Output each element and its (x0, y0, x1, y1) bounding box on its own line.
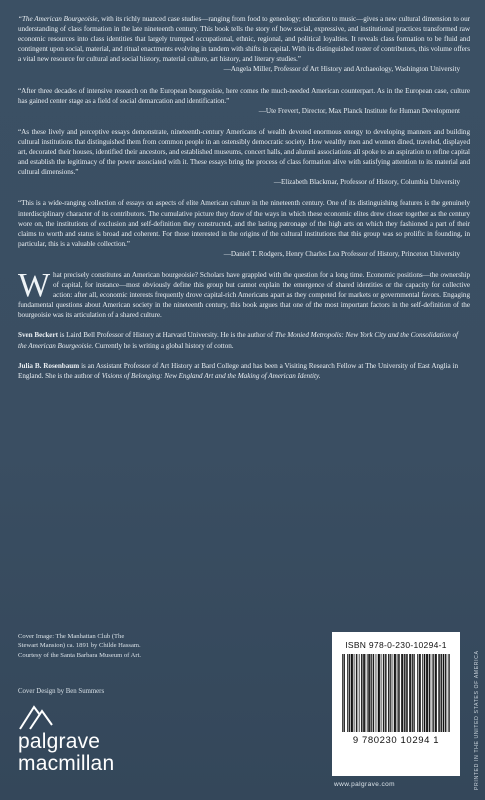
barcode-bar (419, 654, 420, 732)
barcode-bar (427, 654, 428, 732)
book-title: The Monied Metropolis: New York City and the Consolidation of the American Bourgeoisie. (18, 331, 459, 350)
barcode-bar (390, 654, 391, 732)
barcode-bar (365, 654, 366, 732)
barcode-bar (394, 654, 395, 732)
endorsement-attribution: —Ute Frevert, Director, Max Planck Institute for Human Development (258, 106, 460, 115)
barcode-bar (347, 654, 348, 732)
drop-cap: W (18, 266, 51, 304)
publisher-website: www.palgrave.com (334, 781, 395, 788)
barcode-bar (383, 654, 384, 732)
book-title: Visions of Belonging: New England Art and the Making of American Identity. (101, 371, 321, 380)
barcode-bar (344, 654, 345, 732)
barcode-bar (420, 654, 421, 732)
barcode-bar (369, 654, 370, 732)
endorsement-text: “The American Bourgeoisie, with its richly nuanced case studies—ranging from food to geneology; education to music—gives a new cultural dimension to our understanding of class formation in the late nineteenth century. This book tells the story of how social, expressive, and institutional practices transformed raw economic resources into class identities that largely trumped occupational, ethnic, regional, and political loyalties. It reveals class formation to be fluid and contingent upon social, material, and ritual enactments evolving in tandem with shifts in capital. With its distinguished roster of contributors, this volume offers a vital new resource for cultural and social history, material culture, art history, and literary studies.” (18, 15, 470, 64)
barcode-bars (342, 654, 450, 734)
barcode-bar (401, 654, 402, 732)
barcode-bar (417, 654, 418, 732)
barcode-bar (405, 654, 406, 732)
barcode-bar (429, 654, 430, 732)
barcode-bar (371, 654, 372, 732)
barcode-bar (373, 654, 374, 732)
barcode-bar (443, 654, 444, 732)
barcode-bar (411, 654, 412, 732)
barcode-bar (356, 654, 357, 732)
barcode-bar (426, 654, 427, 732)
barcode-bar (403, 654, 404, 732)
publisher-logo: palgrave macmillan (18, 730, 115, 775)
barcode-bar (448, 654, 449, 732)
barcode-bar (407, 654, 408, 732)
endorsement-attribution: —Elizabeth Blackmar, Professor of History, Columbia University (273, 178, 460, 187)
barcode-bar (384, 654, 385, 732)
barcode-bar (445, 654, 446, 732)
barcode-bar (385, 654, 386, 732)
editor-bio-2: Julia B. Rosenbaum is an Assistant Professor of Art History at Bard College and has been a Visiting Research Fellow at The University of East Anglia in England. She is the author of Visions of Belonging: New England Art and the Making of American Identity. (18, 361, 458, 380)
endorsement-text: “This is a wide-ranging collection of essays on aspects of elite American culture in the nineteenth century. One of its distinguishing features is the genuinely interdisciplinary character of its contributors. The cumulative picture they draw of the ways in which these economic elites drew closer together as the century wore on, the institutions of exclusion and self-definition they constructed, and the lasting patronage of the high arts on which they fashioned a part of their claims to worth and status is broad and coherent. For those interested in the origins of the cultural institutions that this group was so prolific in founding, in particular, this is a valuable collection.” (18, 199, 470, 248)
barcode-bar (381, 654, 382, 732)
barcode-bar (392, 654, 393, 732)
barcode-bar (419, 654, 420, 732)
barcode-bar (370, 654, 371, 732)
barcode-bar (364, 654, 365, 732)
barcode-bar (395, 654, 396, 732)
endorsement-2 (18, 86, 470, 116)
barcode-bar (435, 654, 436, 732)
text-column (18, 14, 470, 391)
endorsement-text: “After three decades of intensive research on the European bourgeoisie, here comes the much-needed American counterpart. As in the European case, culture has gained center stage as a field of social demarcation and identification.” (18, 86, 470, 105)
description-text: hat precisely constitutes an American bourgeoisie? Scholars have grappled with the question for a long time. Economic positions—the ownership of capital, for instance—most obviously define this group but cannot explain the emergence of shared identities or the capacity for collective action: after all, economic interests frequently drove capital-rich Americans apart as they competed for markets or governmental favors. Engaging fundamental questions about American society in the nineteenth century, this book argues that one of the most important factors in the self-definition of the bourgeoisie was its articulation of a shared culture. (18, 270, 470, 320)
isbn-barcode (332, 632, 460, 776)
editor-name: Julia B. Rosenbaum (18, 361, 80, 370)
endorsement-text: “As these lively and perceptive essays demonstrate, nineteenth-century Americans of wealth devoted enormous energy to developing manners and building cultural institutions that distinguished them from common people in an ostensibly democratic society. How wealthy men and women dined, traveled, displayed art, decorated their houses, identified their ancestors, and established museums, concert halls, and alumni associations all spoke to an aspiration to refine capital and establish the legitimacy of the power associated with it. These essays bring the process of class formation alive with satisfying attention to its material and cultural dimensions.” (18, 127, 470, 177)
barcode-bar (395, 654, 396, 732)
barcode-bar (410, 654, 411, 732)
barcode-bar (439, 654, 440, 732)
barcode-bar (413, 654, 414, 732)
barcode-bar (349, 654, 350, 732)
barcode-bar (388, 654, 389, 732)
barcode-bar (422, 654, 423, 732)
endorsement-title: “The American Bourgeoisie, (18, 15, 100, 23)
barcode-bar (398, 654, 399, 732)
barcode-bar (373, 654, 374, 732)
barcode-bar (430, 654, 431, 732)
barcode-bar (435, 654, 436, 732)
barcode-bar (397, 654, 398, 732)
barcode-bar (386, 654, 387, 732)
endorsement-4 (18, 198, 470, 259)
barcode-bar (368, 654, 369, 732)
barcode-bar (399, 654, 400, 732)
barcode-bar (352, 654, 353, 732)
editor-name: Sven Beckert (18, 331, 58, 340)
cover-design-credit: Cover Design by Ben Summers (18, 688, 105, 695)
barcode-bar (389, 654, 390, 732)
barcode-bar (432, 654, 433, 732)
printed-in-notice: PRINTED IN THE UNITED STATES OF AMERICA (474, 650, 480, 790)
book-description (18, 266, 470, 320)
barcode-bar (441, 654, 442, 732)
barcode-bar (378, 654, 379, 732)
barcode-bar (378, 654, 379, 732)
barcode-bar (361, 654, 362, 732)
endorsement-attribution: —Angela Miller, Professor of Art History and Archaeology, Washington University (223, 65, 460, 74)
barcode-bar (367, 654, 368, 732)
barcode-bar (402, 654, 403, 732)
barcode-bar (342, 654, 343, 732)
endorsement-1 (18, 14, 470, 75)
barcode-bar (424, 654, 425, 732)
isbn-label: ISBN 978-0-230-10294-1 (345, 640, 447, 650)
barcode-bar (354, 654, 355, 732)
palgrave-logo-icon (18, 705, 58, 731)
barcode-number: 9 780230 10294 1 (352, 735, 440, 746)
barcode-bar (427, 654, 428, 732)
barcode-bar (409, 654, 410, 732)
barcode-bar (424, 654, 425, 732)
barcode-bar (436, 654, 437, 732)
barcode-bar (438, 654, 439, 732)
barcode-bar (376, 654, 377, 732)
barcode-bar (357, 654, 358, 732)
barcode-bar (449, 654, 450, 732)
barcode-bar (443, 654, 444, 732)
barcode-bar (433, 654, 434, 732)
endorsement-3 (18, 127, 470, 188)
barcode-bar (404, 654, 405, 732)
barcode-bar (441, 654, 442, 732)
barcode-bar (362, 654, 363, 732)
cover-image-credit: Cover Image: The Manhattan Club (The Stewart Mansion) ca. 1891 by Childe Hassam. Courtesy of the Santa Barbara Museum of Art. (18, 633, 142, 659)
editor-bio-1: Sven Beckert is Laird Bell Professor of History at Harvard University. He is the author of The Monied Metropolis: New York City and the Consolidation of the American Bourgeoisie. Currently he is writing a global history of cotton. (18, 331, 459, 350)
barcode-bar (446, 654, 447, 732)
barcode-bar (406, 654, 407, 732)
barcode-bar (359, 654, 360, 732)
barcode-bar (414, 654, 415, 732)
barcode-bar (349, 654, 350, 732)
barcode-bar (351, 654, 352, 732)
barcode-bar (363, 654, 364, 732)
endorsement-attribution: —Daniel T. Rodgers, Henry Charles Lea Professor of History, Princeton University (223, 249, 460, 258)
barcode-bar (343, 654, 344, 732)
barcode-bar (351, 654, 352, 732)
barcode-bar (379, 654, 380, 732)
barcode-bar (412, 654, 413, 732)
